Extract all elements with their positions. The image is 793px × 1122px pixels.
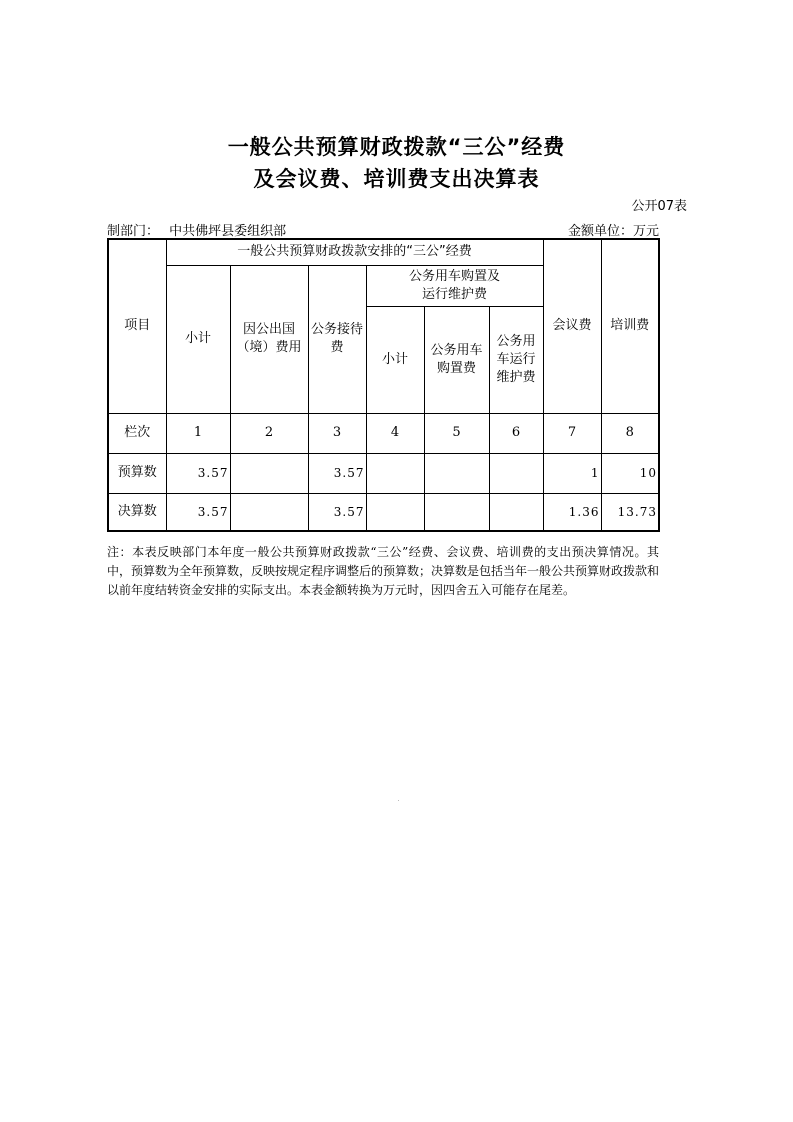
table-cell: 3 — [308, 413, 366, 453]
table-cell: 10 — [601, 453, 659, 493]
table-cell: 1 — [543, 453, 601, 493]
department-label: 制部门： — [107, 224, 160, 239]
header-three-public-group: 一般公共预算财政拨款安排的“三公”经费 — [166, 239, 543, 265]
header-vehicle-subtotal: 小计 — [366, 306, 424, 413]
table-cell: 3.57 — [166, 493, 230, 531]
header-training: 培训费 — [601, 239, 659, 413]
row-label: 决算数 — [108, 493, 166, 531]
table-cell: 2 — [230, 413, 308, 453]
table-cell: 5 — [424, 413, 489, 453]
table-cell: 3.57 — [308, 493, 366, 531]
table-row — [108, 453, 659, 493]
header-vehicle-group: 公务用车购置及运行维护费 — [366, 265, 543, 306]
table-cell: 1 — [166, 413, 230, 453]
header-subtotal: 小计 — [166, 265, 230, 413]
table-row — [108, 493, 659, 531]
department-line — [107, 220, 286, 239]
row-label: 预算数 — [108, 453, 166, 493]
table-cell: 7 — [543, 413, 601, 453]
table-cell — [366, 493, 424, 531]
table-cell: 3.57 — [308, 453, 366, 493]
header-meeting: 会议费 — [543, 239, 601, 413]
table-cell — [424, 453, 489, 493]
department-name: 中共佛坪县委组织部 — [169, 224, 287, 239]
header-item: 项目 — [108, 239, 166, 413]
table-row — [108, 413, 659, 453]
table-cell: 3.57 — [166, 453, 230, 493]
table-cell — [230, 453, 308, 493]
header-abroad: 因公出国（境）费用 — [230, 265, 308, 413]
table-cell: 4 — [366, 413, 424, 453]
table-cell — [230, 493, 308, 531]
row-label: 栏次 — [108, 413, 166, 453]
amount-unit: 金额单位：万元 — [567, 224, 659, 239]
table-footnote: 注：本表反映部门本年度一般公共预算财政拨款“三公”经费、会议费、培训费的支出预决算情况。其中，预算数为全年预算数，反映按规定程序调整后的预算数；决算数是包括当年一般公共预算财政拨款和以前年度结转资金安排的实际支出。本表金额转换为万元时，因四舍五入可能存在尾差。 — [107, 545, 660, 597]
table-cell: 13.73 — [601, 493, 659, 531]
table-cell: 6 — [489, 413, 543, 453]
table-cell: 8 — [601, 413, 659, 453]
form-number: 公开07表 — [631, 199, 687, 214]
table-cell — [489, 453, 543, 493]
header-reception: 公务接待费 — [308, 265, 366, 413]
report-title-line1: 一般公共预算财政拨款“三公”经费 — [227, 135, 566, 159]
header-vehicle-purchase: 公务用车购置费 — [424, 306, 489, 413]
header-vehicle-operation: 公务用车运行维护费 — [489, 306, 543, 413]
table-cell — [366, 453, 424, 493]
expenditure-table — [107, 238, 660, 532]
page-speck — [398, 800, 399, 801]
table-cell — [424, 493, 489, 531]
table-cell: 1.36 — [543, 493, 601, 531]
report-title-line2: 及会议费、培训费支出决算表 — [253, 167, 540, 191]
table-cell — [489, 493, 543, 531]
